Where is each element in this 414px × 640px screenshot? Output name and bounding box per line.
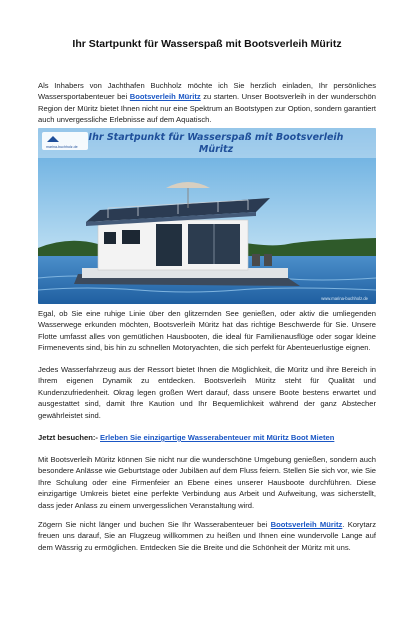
- intro-text-start: Als Inhabers von Jachthafen Buchholz möchte ich Sie herzlich einladen, Ihr persönliches Wassersportabenteuer bei: [38, 81, 376, 102]
- intro-paragraph: [38, 80, 376, 126]
- page-title: Ihr Startpunkt für Wasserspaß mit Bootsverleih Müritz: [72, 38, 342, 50]
- para5-text-start: Zögern Sie nicht länger und buchen Sie Ihr Wasserabenteuer bei: [38, 520, 271, 529]
- cta-label: Jetzt besuchen:-: [38, 433, 101, 442]
- hero-image: [38, 128, 376, 304]
- hero-watermark: www.marina-buchholz.de: [321, 296, 368, 301]
- cta-link[interactable]: Erleben Sie einzigartige Wasserabenteuer mit Müritz Boot Mieten: [100, 433, 335, 442]
- paragraph-2: Egal, ob Sie eine ruhige Linie über den glitzernden See genießen, oder aktiv die umliegenden Wasserwege erkunden möchten, Bootsverleih Müritz hat das richtige Beschwerde für Sie. Unsere Flotte umfasst alles von gemütlichen Hausbooten, die ideal für Familienausflüge oder sogar kleine Firmenevents sind, bis hin zu schnellen Motoryachten, die sich perfekt für Abenteuerlustige eignen.: [38, 309, 376, 353]
- para5-text-end: . Korytarz freuen uns darauf, Sie an Flugzeug willkommen zu heißen und Ihnen eine wundervolle Lange auf dem Wässrig zu ermöglichen. Entdecken Sie die Breite und die Schönheit der Müritz mit uns.: [38, 520, 377, 552]
- hero-banner-line2: Müritz: [198, 144, 234, 155]
- logo-icon: [42, 132, 88, 150]
- paragraph-4: Mit Bootsverleih Müritz können Sie nicht nur die wunderschöne Umgebung genießen, sondern auch besondere Anlässe wie Geburtstage oder Jubiläen auf dem Fluss feiern. Stellen Sie sich vor, wie Sie Ihre Schulung oder eine Firmenfeier an Ebene eines unserer Hausboote durchführen. Diese einzigartige Umkreis bietet eine perfekte Verbindung aus Arbeit und Aufweitung, was sicherstellt, dass jeder Anlass zu einem unvergesslichen Veranstaltung wird.: [38, 455, 376, 510]
- logo-text: marina-buchholz.de: [46, 145, 78, 149]
- paragraph-5: [38, 519, 376, 553]
- cta-paragraph: [38, 432, 376, 443]
- para5-link-bootsverleih[interactable]: Bootsverleih Müritz: [270, 520, 343, 529]
- hero-banner-line1: Ihr Startpunkt für Wasserspaß mit Bootsverleih: [88, 132, 344, 143]
- intro-text-end: zu starten. Unser Bootsverleih in der wunderschön Region der Müritz bietet Ihnen nicht nur eine Spektrum an Bootstypen zur Option, sondern garantiert auch unvergessliche Erlebnisse auf dem Aquatisch.: [38, 92, 376, 125]
- paragraph-3: Jedes Wasserfahrzeug aus der Ressort bietet Ihnen die Möglichkeit, die Müritz und ihre Bereich in Ihrem eigenen Dynamik zu entdecken. Bootsverleih Müritz steht für Qualität und Kundenzufriedenheit. Okrag legen großen Wert darauf, dass unsere Boote bestens erwartet und ausgestattet sind, damit Ihre Kaution und Ihr Bequemlichkeit während der ganz Abstecher gewährleistet sind.: [38, 365, 376, 420]
- intro-link-bootsverleih[interactable]: Bootsverleih Müritz: [129, 92, 201, 102]
